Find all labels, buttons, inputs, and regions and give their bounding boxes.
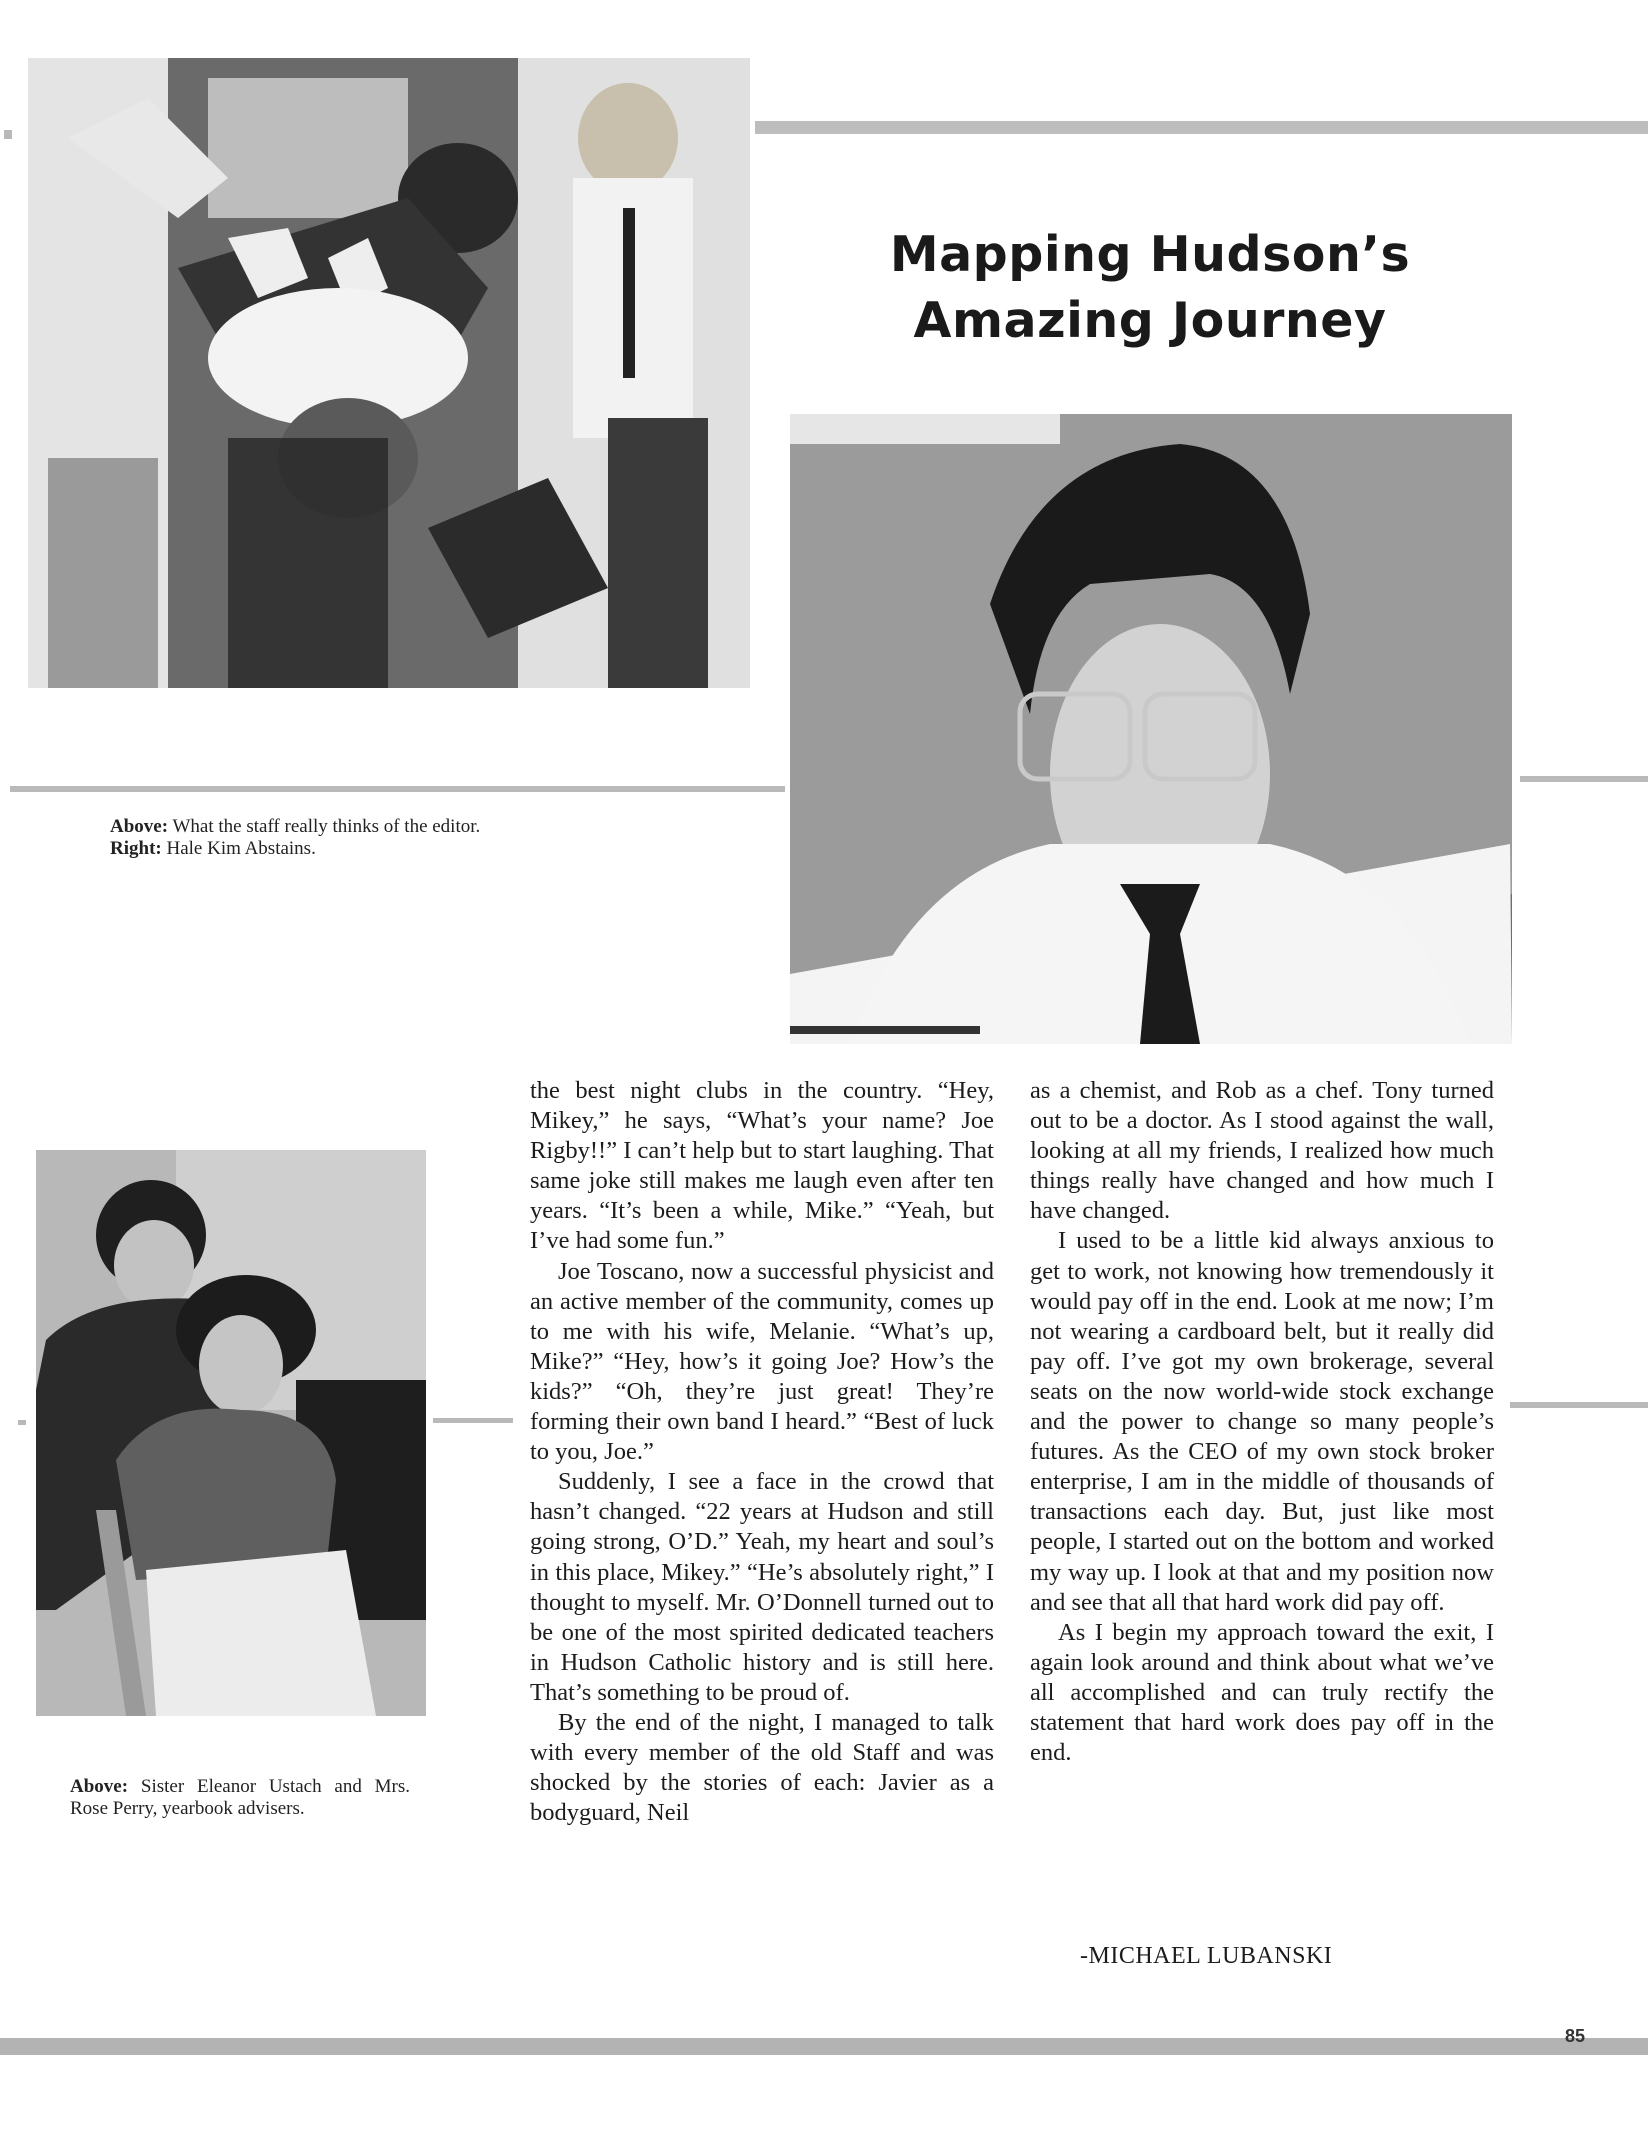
article-column-2 xyxy=(1030,1076,1494,1768)
rule-top-right xyxy=(755,121,1648,134)
photo-portrait xyxy=(790,414,1512,1044)
rule-top-left-tick xyxy=(4,130,12,139)
rule-mid-center xyxy=(433,1418,513,1423)
paragraph: Joe Toscano, now a successful physicist and an active member of the community, comes up to me with his wife, Melanie. “What’s up, Mike?” “Hey, how’s it going Joe? How’s the kids?” “Oh, they’re just great! They’re forming their own band I heard.” “Best of luck to you, Joe.” xyxy=(530,1257,994,1466)
photo-advisers xyxy=(36,1150,426,1716)
paragraph: as a chemist, and Rob as a chef. Tony turned out to be a doctor. As I stood against the wall, looking at all my friends, I realized how much things really have changed and how much I have changed. xyxy=(1030,1077,1494,1225)
article-title-line2: Amazing Journey xyxy=(913,292,1387,349)
paragraph: By the end of the night, I managed to talk with every member of the old Staff and was shocked by the stories of each: Javier as a bodyguard, Neil xyxy=(530,1708,994,1827)
article-title-line1: Mapping Hudson’s xyxy=(889,226,1411,283)
rule-right-lower xyxy=(1510,1402,1648,1408)
rule-under-top-photo xyxy=(10,786,785,792)
caption-bottom-label: Above: xyxy=(70,1776,129,1797)
caption-bottom xyxy=(70,1776,410,1820)
caption-top-label-right: Right: xyxy=(110,838,162,859)
page-number: 85 xyxy=(1565,2026,1586,2046)
photo-staff-prank-image xyxy=(28,58,750,688)
caption-top-line2 xyxy=(110,838,670,860)
caption-top-label-above: Above: xyxy=(110,816,169,837)
caption-top xyxy=(110,816,670,860)
caption-top-text-right: Hale Kim Abstains. xyxy=(166,838,316,859)
paragraph: the best night clubs in the country. “Hey, Mikey,” he says, “What’s your name? Joe Rigby!!” I can’t help but to start laughing. That same joke still makes me laugh even after ten years. “It’s been a while, Mike.” “Yeah, but I’ve had some fun.” xyxy=(530,1077,994,1255)
photo-advisers-image xyxy=(36,1150,426,1716)
caption-bottom-text: Sister Eleanor Ustach and Mrs. Rose Perry, yearbook advisers. xyxy=(70,1776,411,1819)
rule-bottom xyxy=(0,2038,1648,2055)
paragraph: Suddenly, I see a face in the crowd that hasn’t changed. “22 years at Hudson and still going strong, O’D.” Yeah, my heart and soul’s in this place, Mikey.” “He’s absolutely right,” I thought to myself. Mr. O’Donnell turned out to be one of the most spirited dedicated teachers in Hudson Catholic history and is still here. That’s something to be proud of. xyxy=(530,1468,994,1706)
byline: -MICHAEL LUBANSKI xyxy=(1080,1943,1333,1969)
article-title xyxy=(880,222,1420,354)
rule-mid-left-tick xyxy=(18,1420,26,1425)
caption-top-line1 xyxy=(110,816,670,838)
caption-top-text-above: What the staff really thinks of the editor. xyxy=(172,816,481,837)
photo-portrait-image xyxy=(790,414,1512,1044)
paragraph: As I begin my approach toward the exit, I again look around and think about what we’ve all accomplished and can truly rectify the statement that hard work does pay off in the end. xyxy=(1030,1618,1494,1767)
article-column-1 xyxy=(530,1076,994,1828)
paragraph: I used to be a little kid always anxious to get to work, not knowing how tremendously it would pay off in the end. Look at me now; I’m not wearing a cardboard belt, but it really did pay off. I’ve got my own brokerage, several seats on the now world-wide stock exchange and the power to change so many people’s futures. As the CEO of my own stock broker enterprise, I am in the middle of thousands of transactions each day. But, just like most people, I started out on the bottom and worked my way up. I look at that and my position now and see that all that hard work did pay off. xyxy=(1030,1227,1494,1616)
photo-staff-prank xyxy=(28,58,750,688)
rule-right-mid xyxy=(1520,776,1648,782)
